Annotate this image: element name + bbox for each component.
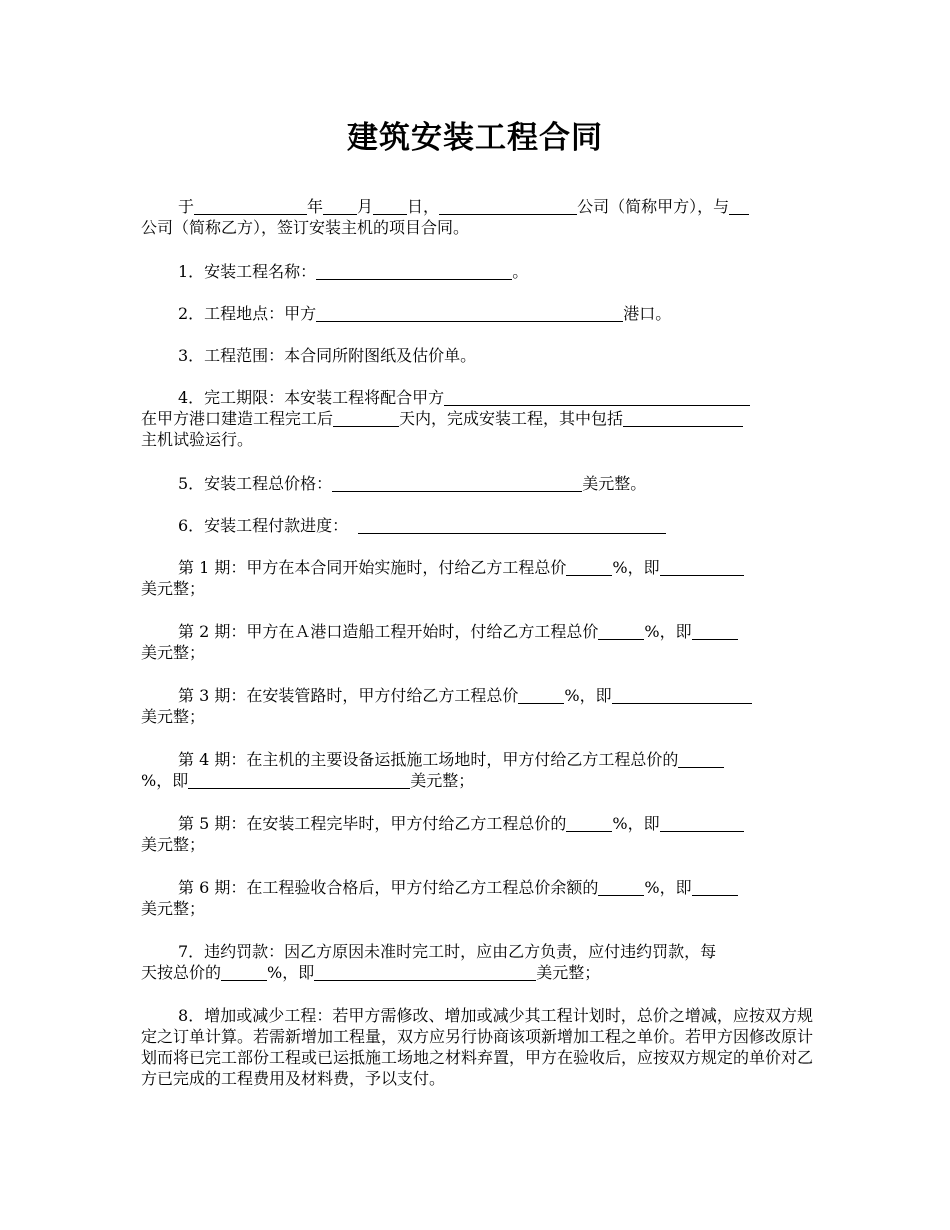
payment-period-4-line-1 — [141, 749, 813, 770]
clause-7-line-1 — [141, 941, 813, 962]
payment-period-6-line-2 — [141, 898, 813, 919]
clause-2-label: 2．工程地点：甲方 — [178, 304, 317, 323]
included-blank — [623, 410, 743, 427]
clause-4-line-3 — [141, 429, 813, 450]
period-6-amount-blank — [692, 879, 738, 896]
intro-text-3: 月 — [357, 197, 374, 216]
clause-7-text: 7．违约罚款：因乙方原因未准时完工时，应由乙方负责，应付违约罚款，每 — [178, 942, 717, 961]
payment-period-5-line-2 — [141, 834, 813, 855]
period-3-percent-blank — [518, 687, 564, 704]
clause-6 — [141, 515, 813, 536]
period-1-percent-blank — [566, 559, 612, 576]
period-6-percent: %，即 — [644, 878, 692, 897]
shipbuilding-blank — [444, 389, 750, 406]
clause-4-text-d: 主机试验运行。 — [141, 430, 254, 449]
period-2-text: 第 2 期：甲方在Ａ港口造船工程开始时，付给乙方工程总价 — [178, 622, 599, 641]
clause-1-label: 1．安装工程名称： — [178, 262, 317, 281]
period-4-percent-blank — [678, 751, 724, 768]
clause-4-line-2 — [141, 408, 813, 429]
period-1-end: 美元整； — [141, 579, 206, 598]
intro-text-1: 于 — [178, 197, 195, 216]
period-5-end: 美元整； — [141, 835, 206, 854]
clause-1 — [141, 261, 813, 282]
period-5-percent: %，即 — [612, 814, 660, 833]
clause-7-text-c: %，即 — [267, 963, 315, 982]
year-blank — [194, 198, 307, 215]
period-1-percent: %，即 — [612, 558, 660, 577]
clause-1-end: 。 — [512, 262, 529, 281]
day-blank — [373, 198, 407, 215]
period-4-end: 美元整； — [410, 771, 475, 790]
payment-period-3-line-2 — [141, 706, 813, 727]
party-a-company-blank — [439, 198, 577, 215]
document-title: 建筑安装工程合同 — [347, 120, 603, 156]
total-price-blank — [332, 475, 582, 492]
intro-line-2 — [141, 217, 813, 238]
intro-line-1 — [141, 196, 813, 217]
period-1-amount-blank — [660, 559, 744, 576]
port-blank — [316, 305, 623, 322]
clause-3-text: 3．工程范围：本合同所附图纸及估价单。 — [178, 346, 477, 365]
days-blank — [333, 410, 399, 427]
clause-8 — [141, 1005, 813, 1089]
period-5-percent-blank — [566, 815, 612, 832]
penalty-amount-blank — [314, 964, 536, 981]
period-5-amount-blank — [660, 815, 744, 832]
payment-period-2-line-1 — [141, 621, 813, 642]
intro-text-6: 公司（简称乙方），签订安装主机的项目合同。 — [141, 218, 470, 237]
clause-7-end: 美元整； — [536, 963, 601, 982]
period-4-text: 第 4 期：在主机的主要设备运抵施工场地时，甲方付给乙方工程总价的 — [178, 750, 679, 769]
payment-schedule-blank — [358, 517, 666, 534]
period-6-end: 美元整； — [141, 899, 206, 918]
intro-text-2: 年 — [307, 197, 324, 216]
clause-4-text-b: 在甲方港口建造工程完工后 — [141, 409, 334, 428]
payment-period-1-line-2 — [141, 578, 813, 599]
clause-4-line-1 — [141, 387, 813, 408]
payment-period-3-line-1 — [141, 685, 813, 706]
period-6-percent-blank — [598, 879, 644, 896]
payment-period-4-line-2 — [141, 770, 813, 791]
clause-2-end: 港口。 — [623, 304, 672, 323]
clause-5 — [141, 473, 813, 494]
period-5-text: 第 5 期：在安装工程完毕时，甲方付给乙方工程总价的 — [178, 814, 567, 833]
period-4-amount-blank — [188, 772, 410, 789]
payment-period-5-line-1 — [141, 813, 813, 834]
intro-text-5: 公司（简称甲方），与 — [577, 197, 730, 216]
penalty-percent-blank — [221, 964, 267, 981]
period-2-percent: %，即 — [644, 622, 692, 641]
payment-period-6-line-1 — [141, 877, 813, 898]
clause-4-label: 4．完工期限：本安装工程将配合甲方 — [178, 388, 445, 407]
period-2-percent-blank — [598, 623, 644, 640]
clause-5-end: 美元整。 — [582, 474, 647, 493]
period-3-end: 美元整； — [141, 707, 206, 726]
payment-period-1-line-1 — [141, 557, 813, 578]
clause-6-label: 6．安装工程付款进度： — [178, 516, 349, 535]
clause-5-label: 5．安装工程总价格： — [178, 474, 333, 493]
period-1-text: 第 1 期：甲方在本合同开始实施时，付给乙方工程总价 — [178, 558, 567, 577]
clause-4-text-c: 天内，完成安装工程，其中包括 — [399, 409, 624, 428]
period-4-percent: %，即 — [141, 771, 189, 790]
clause-8-text: 8．增加或减少工程：若甲方需修改、增加或减少其工程计划时，总价之增减，应按双方规定之订单计算。若需新增加工程量，双方应另行协商该项新增加工程之单价。若甲方因修改原计划而将已完工部份工程或已运抵施工场地之材料弃置，甲方在验收后，应按双方规定的单价对乙方已完成的工程费用及材料费，予以支付。 — [141, 1006, 814, 1088]
payment-period-2-line-2 — [141, 642, 813, 663]
period-6-text: 第 6 期：在工程验收合格后，甲方付给乙方工程总价余额的 — [178, 878, 599, 897]
period-2-end: 美元整； — [141, 643, 206, 662]
clause-2 — [141, 303, 813, 324]
month-blank — [323, 198, 357, 215]
clause-7-text-b: 天按总价的 — [141, 963, 222, 982]
party-b-company-blank — [729, 198, 749, 215]
intro-text-4: 日， — [407, 197, 440, 216]
period-2-amount-blank — [692, 623, 738, 640]
period-3-text: 第 3 期：在安装管路时，甲方付给乙方工程总价 — [178, 686, 519, 705]
period-3-amount-blank — [612, 687, 752, 704]
period-3-percent: %，即 — [564, 686, 612, 705]
clause-7-line-2 — [141, 962, 813, 983]
clause-3 — [141, 345, 813, 366]
project-name-blank — [316, 263, 512, 280]
